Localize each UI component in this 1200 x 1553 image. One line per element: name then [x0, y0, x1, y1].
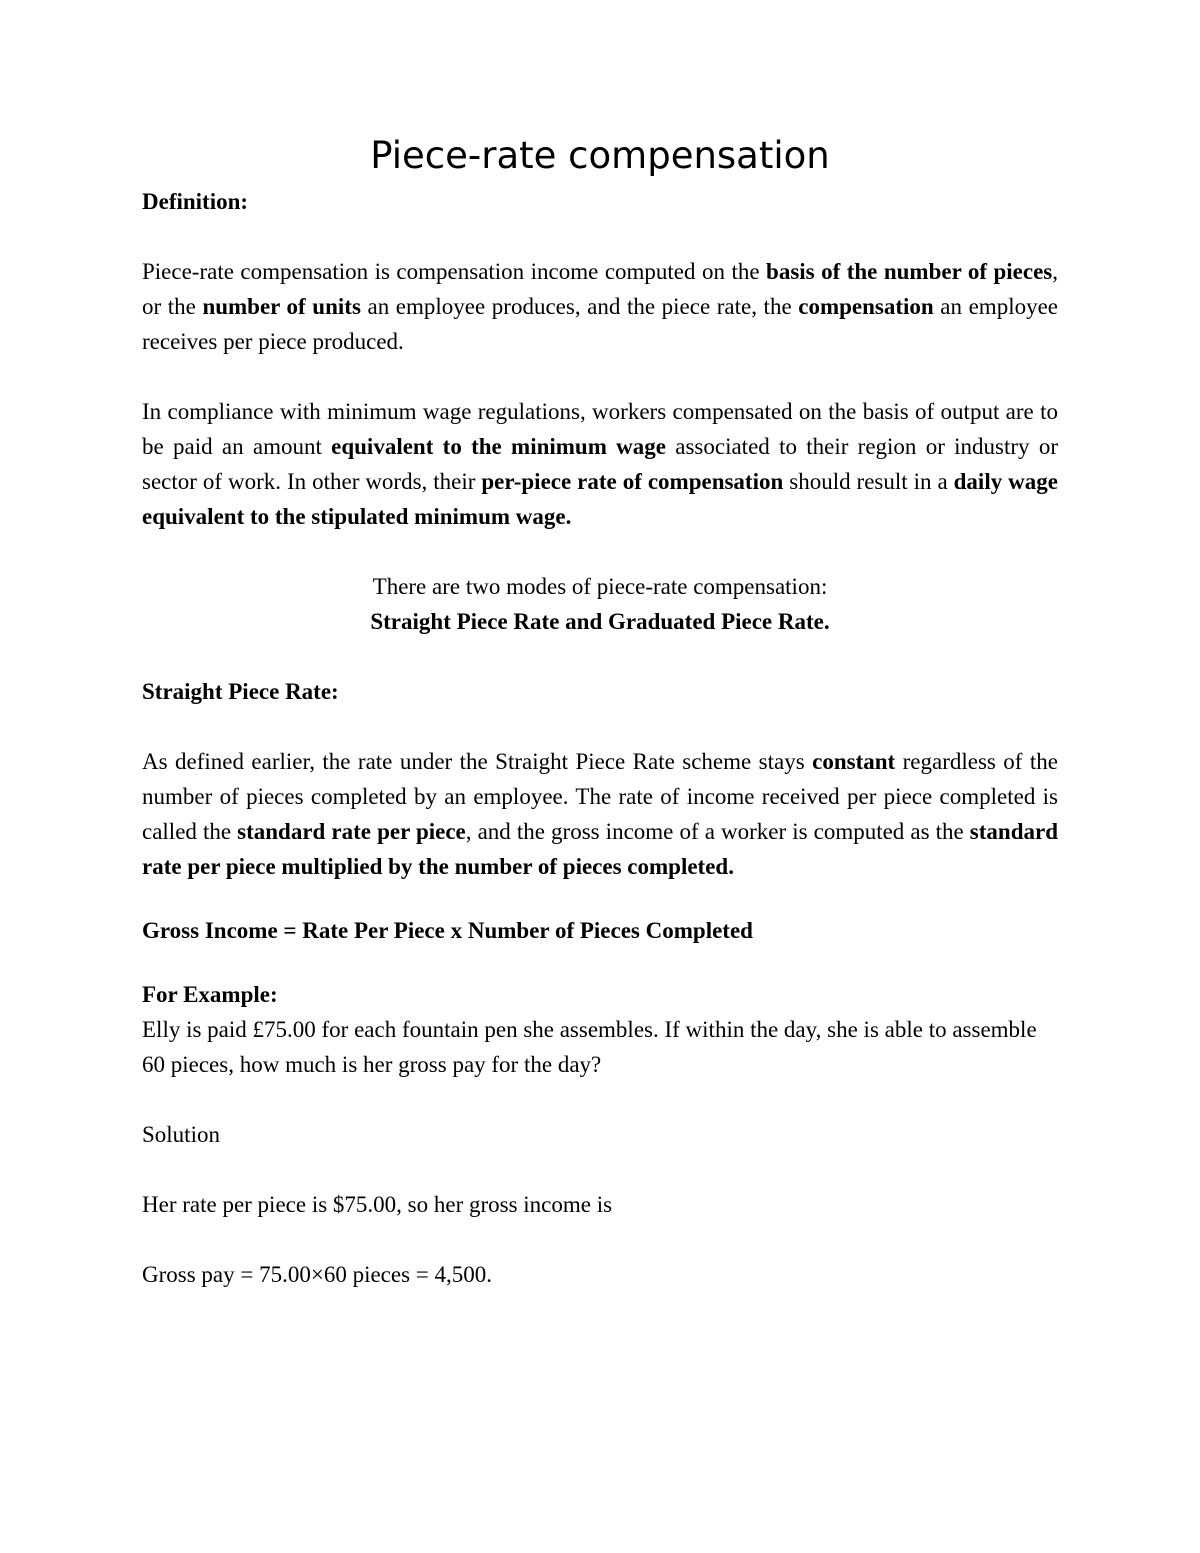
bold-run: basis of the number of pieces — [766, 259, 1053, 284]
definition-paragraph-2 — [142, 394, 1058, 534]
example-question: Elly is paid £75.00 for each fountain pen she assembles. If within the day, she is able to assemble 60 pieces, how much is her gross pay for the day? — [142, 1017, 1037, 1077]
text-run: As defined earlier, the rate under the Straight Piece Rate scheme stays — [142, 749, 813, 774]
page-title: Piece-rate compensation — [370, 134, 830, 177]
text-run: an employee produces, and the piece rate, the — [360, 294, 799, 319]
text-run: , or the — [142, 259, 1058, 319]
text-run: should result in a — [783, 469, 954, 494]
bold-run: equivalent to the minimum wage — [331, 434, 666, 459]
text-run: , and the gross income of a worker is computed as the — [465, 819, 970, 844]
solution-line-2: Gross pay = 75.00×60 pieces = 4,500. — [142, 1262, 493, 1287]
gross-income-formula: Gross Income = Rate Per Piece x Number of Pieces Completed — [142, 918, 753, 943]
solution-line-1: Her rate per piece is $75.00, so her gross income is — [142, 1192, 613, 1217]
straight-piece-rate-paragraph — [142, 744, 1058, 884]
bold-run: standard rate per piece — [237, 819, 466, 844]
bold-run: standard rate per piece multiplied by the number of pieces completed. — [142, 819, 1058, 879]
modes-list: Straight Piece Rate and Graduated Piece Rate. — [370, 609, 830, 634]
text-run: Piece-rate compensation is compensation income computed on the — [142, 259, 767, 284]
example-heading: For Example: — [142, 982, 278, 1007]
bold-run: compensation — [798, 294, 934, 319]
definition-heading: Definition: — [142, 189, 249, 214]
text-run: In compliance with minimum wage regulations, workers compensated on the basis of output are to be paid an amount — [142, 399, 1058, 459]
text-run: associated to their region or industry or sector of work. In other words, their — [142, 434, 1058, 494]
modes-intro: There are two modes of piece-rate compensation: — [372, 574, 828, 599]
solution-label: Solution — [142, 1122, 220, 1147]
text-run: an employee receives per piece produced. — [142, 294, 1058, 354]
bold-run: constant — [812, 749, 896, 774]
bold-run: number of units — [202, 294, 361, 319]
bold-run: daily wage equivalent to the stipulated minimum wage. — [142, 469, 1058, 529]
bold-run: per-piece rate of compensation — [481, 469, 784, 494]
definition-paragraph-1 — [142, 254, 1058, 359]
text-run: regardless of the number of pieces completed by an employee. The rate of income received per piece completed is called the — [142, 749, 1058, 844]
straight-piece-rate-heading: Straight Piece Rate: — [142, 679, 339, 704]
